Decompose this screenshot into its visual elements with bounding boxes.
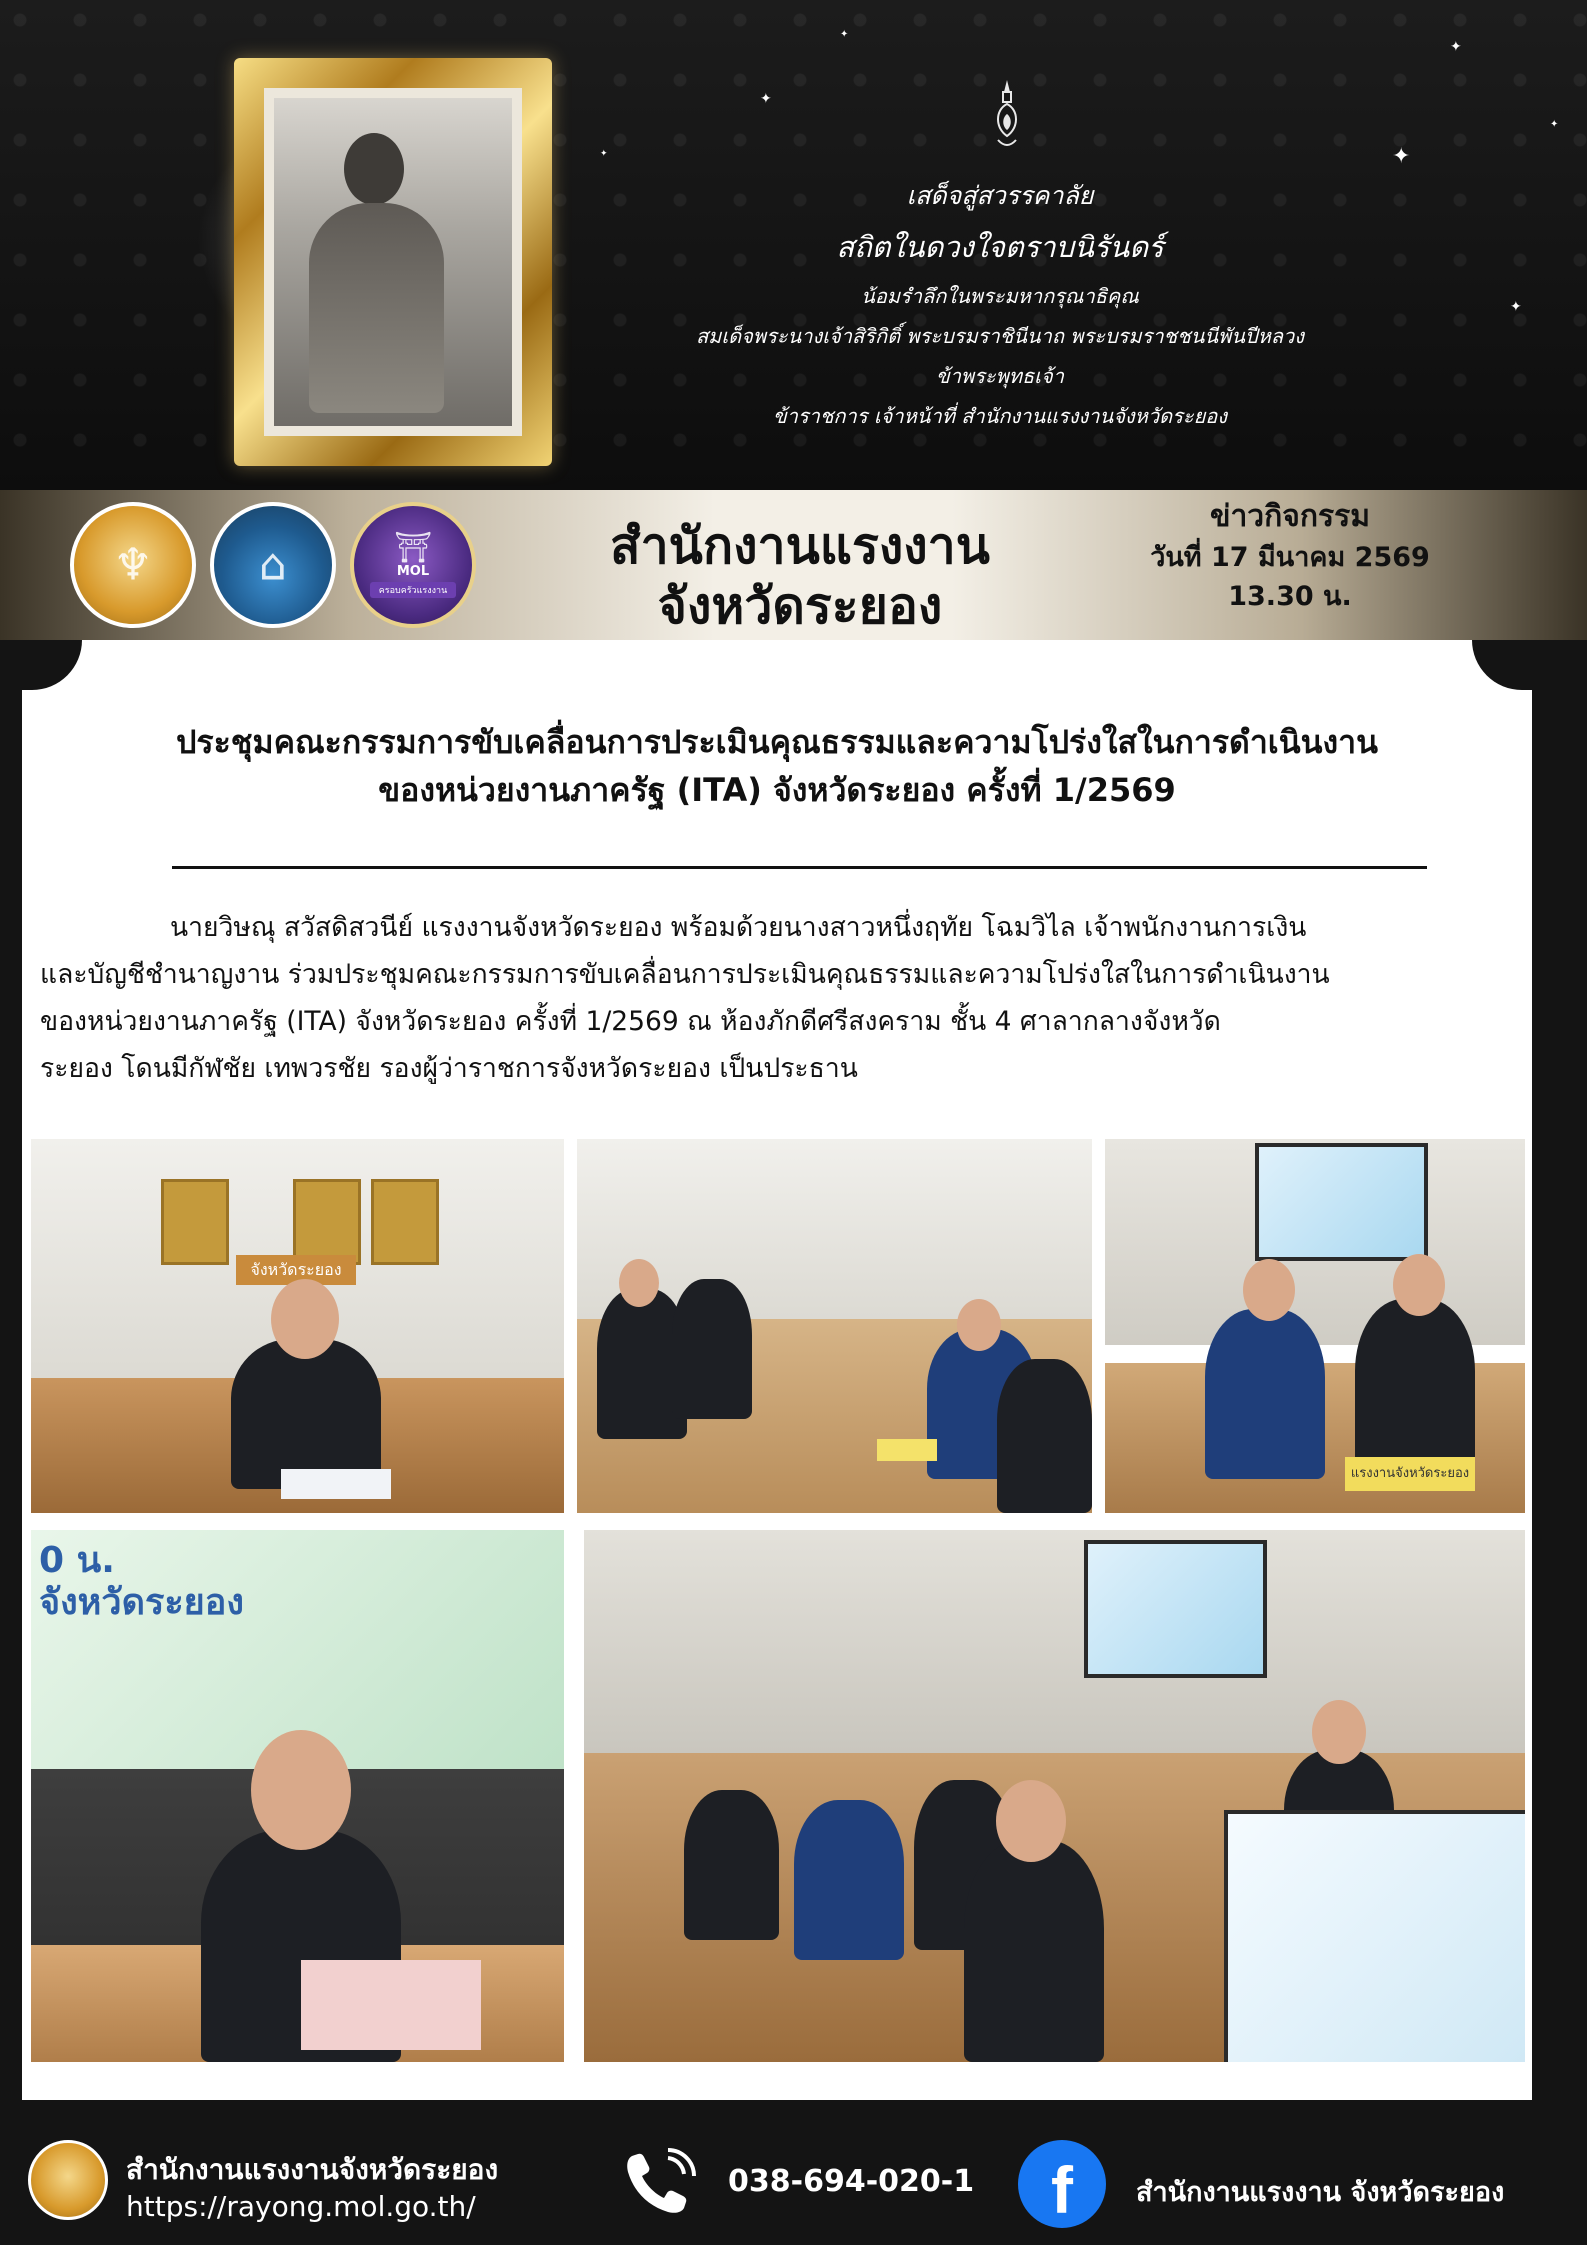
- footer-office-name: สำนักงานแรงงานจังหวัดระยอง: [126, 2153, 499, 2186]
- mol-logo-subtext: ครอบครัวแรงงาน: [370, 582, 456, 598]
- sparkle-icon: ✦: [1550, 119, 1559, 130]
- mol-logo-text: MOL: [396, 564, 430, 579]
- news-title-line2: ของหน่วยงานภาครัฐ (ITA) จังหวัดระยอง ครั้งที่ 1/2569: [378, 771, 1176, 809]
- news-body-line: และบัญชีชำนาญงาน ร่วมประชุมคณะกรรมการขับเคลื่อนการประเมินคุณธรรมและความโปร่งใสในการดำเนินงาน: [40, 959, 1330, 990]
- sparkle-icon: ✦: [1392, 144, 1411, 169]
- memorial-banner: [0, 0, 1587, 490]
- activity-info: [1120, 496, 1460, 616]
- news-card: [22, 640, 1532, 2100]
- footer-ministry-logo: [28, 2140, 108, 2220]
- sparkle-icon: ✦: [1510, 299, 1522, 315]
- footer: [0, 2118, 1587, 2245]
- memorial-text: [630, 176, 1370, 440]
- activity-date: วันที่ 17 มีนาคม 2569: [1150, 542, 1430, 573]
- rayong-province-seal: ⌂: [210, 502, 336, 628]
- phone-icon: [622, 2148, 700, 2218]
- labour-office-sign: แรงงานจังหวัดระยอง: [1345, 1457, 1475, 1491]
- sparkle-icon: ✦: [600, 149, 608, 159]
- memorial-line: สถิตในดวงใจตราบนิรันดร์: [836, 230, 1164, 264]
- meeting-photo-officials: [1105, 1139, 1525, 1513]
- title-divider: [172, 866, 1427, 869]
- office-title-line2: จังหวัดระยอง: [657, 577, 943, 635]
- news-body-line: ของหน่วยงานภาครัฐ (ITA) จังหวัดระยอง ครั้งที่ 1/2569 ณ ห้องภักดีศรีสงคราม ชั้น 4 ศาลากลางจังหวัด: [40, 1006, 1221, 1037]
- memorial-line: เสด็จสู่สวรรคาลัย: [906, 181, 1094, 210]
- meeting-photo-chairman: [31, 1139, 564, 1513]
- office-title: [560, 516, 1040, 636]
- sparkle-icon: ✦: [760, 91, 772, 107]
- portrait-frame: [234, 58, 552, 466]
- sparkle-icon: ✦: [840, 29, 849, 40]
- province-sign: จังหวัดระยอง: [236, 1255, 356, 1285]
- news-body-line: ระยอง โดนมีกัฬชัย เทพวรชัย รองผู้ว่าราชการจังหวัดระยอง เป็นประธาน: [40, 1053, 858, 1084]
- news-body: [40, 904, 1540, 1092]
- slide-text: 0 น. จังหวัดระยอง: [39, 1540, 244, 1623]
- ministry-of-labour-logo: ♆: [70, 502, 196, 628]
- memorial-line: น้อมรำลึกในพระมหากรุณาธิคุณ: [861, 284, 1139, 308]
- footer-facebook-page[interactable]: สำนักงานแรงงาน จังหวัดระยอง: [1136, 2177, 1505, 2208]
- facebook-icon[interactable]: f: [1018, 2140, 1106, 2228]
- meeting-photo-staff: [31, 1530, 564, 2062]
- memorial-line: สมเด็จพระนางเจ้าสิริกิติ์ พระบรมราชินีนาถ พระบรมราชชนนีพันปีหลวง: [695, 324, 1305, 348]
- portrait-photo: [274, 98, 512, 426]
- mol-family-logo: ⛩ MOL ครอบครัวแรงงาน: [350, 502, 476, 628]
- activity-category: ข่าวกิจกรรม: [1209, 499, 1371, 534]
- royal-emblem-icon: [990, 78, 1024, 158]
- meeting-photo-overview: [584, 1530, 1525, 2062]
- header-bar: [0, 490, 1587, 640]
- news-body-line: นายวิษณุ สวัสดิสวนีย์ แรงงานจังหวัดระยอง พร้อมด้วยนางสาวหนึ่งฤทัย โฉมวิไล เจ้าพนักงานการเงิน: [170, 912, 1307, 943]
- memorial-line: ข้าราชการ เจ้าหน้าที่ สำนักงานแรงงานจังหวัดระยอง: [772, 404, 1228, 428]
- office-title-line1: สำนักงานแรงงาน: [610, 517, 990, 575]
- activity-time: 13.30 น.: [1228, 581, 1352, 612]
- memorial-line: ข้าพระพุทธเจ้า: [936, 364, 1064, 388]
- footer-website-link[interactable]: https://rayong.mol.go.th/: [126, 2190, 476, 2223]
- news-title: [42, 718, 1512, 814]
- footer-phone-number[interactable]: 038-694-020-1: [728, 2164, 975, 2199]
- news-title-line1: ประชุมคณะกรรมการขับเคลื่อนการประเมินคุณธรรมและความโปร่งใสในการดำเนินงาน: [176, 723, 1378, 761]
- sparkle-icon: ✦: [1450, 39, 1462, 55]
- meeting-photo-room: [577, 1139, 1092, 1513]
